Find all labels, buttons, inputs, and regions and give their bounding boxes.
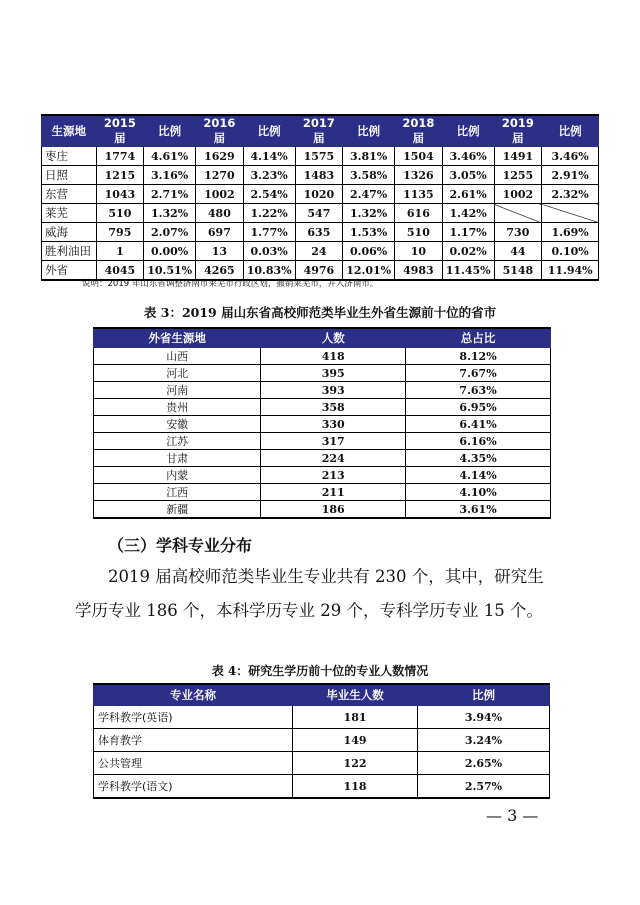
table-cell: 江苏 <box>94 433 261 450</box>
table-cell: 2.07% <box>144 223 196 242</box>
table-cell: 安徽 <box>94 416 261 433</box>
table-cell: 山西 <box>94 348 261 365</box>
table-cell: 河南 <box>94 382 261 399</box>
table-row <box>94 729 550 752</box>
table-cell: 10.83% <box>243 261 295 281</box>
table-cell: 4983 <box>395 261 443 281</box>
section-heading: （三）学科专业分布 <box>108 536 253 555</box>
table-row <box>94 399 551 416</box>
table-cell: 1.77% <box>243 223 295 242</box>
table-cell: 480 <box>196 204 244 223</box>
table-cell: 1.53% <box>343 223 395 242</box>
column-header: 比例 <box>417 684 549 706</box>
table-cell <box>542 204 599 223</box>
table-row <box>42 185 599 204</box>
column-header: 比例 <box>442 115 494 147</box>
table-cell: 1 <box>96 242 144 261</box>
table-header-row <box>42 115 599 147</box>
section-paragraph <box>75 560 575 628</box>
source-by-year-table <box>41 114 599 281</box>
table-cell: 3.94% <box>417 706 549 729</box>
table-row <box>94 467 551 484</box>
table-cell: 330 <box>261 416 406 433</box>
column-header: 2018 届 <box>395 115 443 147</box>
table-cell: 1215 <box>96 166 144 185</box>
table-cell: 3.61% <box>406 501 551 519</box>
paragraph-line: 学历专业 186 个，本科学历专业 29 个，专科学历专业 15 个。 <box>75 601 543 620</box>
table-cell: 4265 <box>196 261 244 281</box>
column-header: 比例 <box>343 115 395 147</box>
table-cell: 1002 <box>196 185 244 204</box>
table-cell: 威海 <box>42 223 97 242</box>
table-cell: 体育教学 <box>94 729 293 752</box>
table-cell: 12.01% <box>343 261 395 281</box>
table-cell: 122 <box>293 752 418 775</box>
table-row <box>42 204 599 223</box>
table-cell: 胜利油田 <box>42 242 97 261</box>
table-cell: 224 <box>261 450 406 467</box>
table-cell: 4.14% <box>243 147 295 166</box>
table-cell: 甘肃 <box>94 450 261 467</box>
table-cell: 外省 <box>42 261 97 281</box>
table-cell: 635 <box>295 223 343 242</box>
table-cell: 学科教学(语文) <box>94 775 293 799</box>
table-cell: 1774 <box>96 147 144 166</box>
table-cell: 697 <box>196 223 244 242</box>
table-row <box>94 450 551 467</box>
table-row <box>42 242 599 261</box>
table3-caption: 表 3：2019 届山东省高校师范类毕业生外省生源前十位的省市 <box>143 305 497 320</box>
table-row <box>42 223 599 242</box>
table-header-row <box>94 684 550 706</box>
table-cell: 学科教学(英语) <box>94 706 293 729</box>
table-cell: 2.61% <box>442 185 494 204</box>
table-cell: 莱芜 <box>42 204 97 223</box>
table-cell: 新疆 <box>94 501 261 519</box>
table-row <box>94 348 551 365</box>
table-cell: 1.32% <box>343 204 395 223</box>
table-cell: 393 <box>261 382 406 399</box>
table-cell: 10.51% <box>144 261 196 281</box>
table-cell: 11.94% <box>542 261 599 281</box>
column-header: 专业名称 <box>94 684 293 706</box>
table-cell: 186 <box>261 501 406 519</box>
table-cell: 1.69% <box>542 223 599 242</box>
table-cell: 10 <box>395 242 443 261</box>
table-cell: 0.06% <box>343 242 395 261</box>
table-cell: 418 <box>261 348 406 365</box>
table-cell: 3.05% <box>442 166 494 185</box>
table-cell: 0.00% <box>144 242 196 261</box>
table-cell <box>494 204 542 223</box>
table-cell: 181 <box>293 706 418 729</box>
table-cell: 1575 <box>295 147 343 166</box>
column-header: 2017 届 <box>295 115 343 147</box>
table-cell: 1629 <box>196 147 244 166</box>
table-cell: 4.14% <box>406 467 551 484</box>
table-cell: 3.46% <box>442 147 494 166</box>
table-cell: 1.42% <box>442 204 494 223</box>
column-header: 总占比 <box>406 328 551 348</box>
table-cell: 3.16% <box>144 166 196 185</box>
table-cell: 贵州 <box>94 399 261 416</box>
column-header: 人数 <box>261 328 406 348</box>
table-row <box>94 365 551 382</box>
table-cell: 4045 <box>96 261 144 281</box>
table-cell: 0.03% <box>243 242 295 261</box>
table-cell: 8.12% <box>406 348 551 365</box>
table-cell: 4.10% <box>406 484 551 501</box>
table-cell: 149 <box>293 729 418 752</box>
table-cell: 内蒙 <box>94 467 261 484</box>
table-cell: 河北 <box>94 365 261 382</box>
table-cell: 730 <box>494 223 542 242</box>
table-cell: 1491 <box>494 147 542 166</box>
table-cell: 4976 <box>295 261 343 281</box>
table-cell: 枣庄 <box>42 147 97 166</box>
table-cell: 395 <box>261 365 406 382</box>
table-cell: 1.17% <box>442 223 494 242</box>
table-cell: 1.22% <box>243 204 295 223</box>
table-cell: 1002 <box>494 185 542 204</box>
column-header: 比例 <box>542 115 599 147</box>
table-cell: 7.63% <box>406 382 551 399</box>
table-cell: 211 <box>261 484 406 501</box>
table-row <box>94 416 551 433</box>
table-cell: 江西 <box>94 484 261 501</box>
table-cell: 510 <box>395 223 443 242</box>
column-header: 2019 届 <box>494 115 542 147</box>
table-cell: 1504 <box>395 147 443 166</box>
table-cell: 3.23% <box>243 166 295 185</box>
table-cell: 1135 <box>395 185 443 204</box>
table-row <box>94 501 551 519</box>
table-note: 说明：2019 年山东省调整济南市莱芜市行政区划，撤销莱芜市，并入济南市。 <box>82 279 379 289</box>
table-cell: 2.71% <box>144 185 196 204</box>
table-cell: 317 <box>261 433 406 450</box>
table-cell: 1255 <box>494 166 542 185</box>
table-row <box>94 433 551 450</box>
column-header: 2015 届 <box>96 115 144 147</box>
table-row <box>94 484 551 501</box>
column-header: 比例 <box>144 115 196 147</box>
out-of-province-top10-table <box>93 327 551 519</box>
table-cell: 13 <box>196 242 244 261</box>
table-cell: 5148 <box>494 261 542 281</box>
table-cell: 0.10% <box>542 242 599 261</box>
table-cell: 3.58% <box>343 166 395 185</box>
table-row <box>42 166 599 185</box>
column-header: 毕业生人数 <box>293 684 418 706</box>
table-cell: 7.67% <box>406 365 551 382</box>
table-header-row <box>94 328 551 348</box>
table-cell: 1270 <box>196 166 244 185</box>
table-row <box>94 706 550 729</box>
table-cell: 公共管理 <box>94 752 293 775</box>
table-cell: 2.65% <box>417 752 549 775</box>
table-cell: 2.47% <box>343 185 395 204</box>
table-cell: 1483 <box>295 166 343 185</box>
table-cell: 日照 <box>42 166 97 185</box>
table-row <box>94 775 550 799</box>
table-cell: 1326 <box>395 166 443 185</box>
table-cell: 11.45% <box>442 261 494 281</box>
table-cell: 东营 <box>42 185 97 204</box>
table-cell: 6.95% <box>406 399 551 416</box>
table-row <box>94 382 551 399</box>
table-cell: 2.54% <box>243 185 295 204</box>
table-cell: 1043 <box>96 185 144 204</box>
table-cell: 616 <box>395 204 443 223</box>
table-cell: 24 <box>295 242 343 261</box>
table-cell: 44 <box>494 242 542 261</box>
table-cell: 795 <box>96 223 144 242</box>
table-cell: 1.32% <box>144 204 196 223</box>
table-cell: 213 <box>261 467 406 484</box>
table-cell: 4.61% <box>144 147 196 166</box>
graduate-majors-table <box>93 683 550 799</box>
table-row <box>42 147 599 166</box>
page-number: — 3 — <box>486 806 539 825</box>
table-cell: 6.16% <box>406 433 551 450</box>
column-header: 生源地 <box>42 115 97 147</box>
table-cell: 510 <box>96 204 144 223</box>
table-cell: 3.81% <box>343 147 395 166</box>
column-header: 2016 届 <box>196 115 244 147</box>
table-cell: 3.46% <box>542 147 599 166</box>
table-cell: 1020 <box>295 185 343 204</box>
table-cell: 3.24% <box>417 729 549 752</box>
table-row <box>94 752 550 775</box>
table-cell: 2.32% <box>542 185 599 204</box>
paragraph-line: 2019 届高校师范类毕业生专业共有 230 个，其中，研究生 <box>108 567 544 586</box>
table-cell: 547 <box>295 204 343 223</box>
table4-caption: 表 4：研究生学历前十位的专业人数情况 <box>211 664 429 678</box>
table-cell: 0.02% <box>442 242 494 261</box>
table-cell: 2.91% <box>542 166 599 185</box>
table-cell: 118 <box>293 775 418 799</box>
table-cell: 2.57% <box>417 775 549 799</box>
column-header: 比例 <box>243 115 295 147</box>
table-cell: 358 <box>261 399 406 416</box>
column-header: 外省生源地 <box>94 328 261 348</box>
table-cell: 6.41% <box>406 416 551 433</box>
table-cell: 4.35% <box>406 450 551 467</box>
